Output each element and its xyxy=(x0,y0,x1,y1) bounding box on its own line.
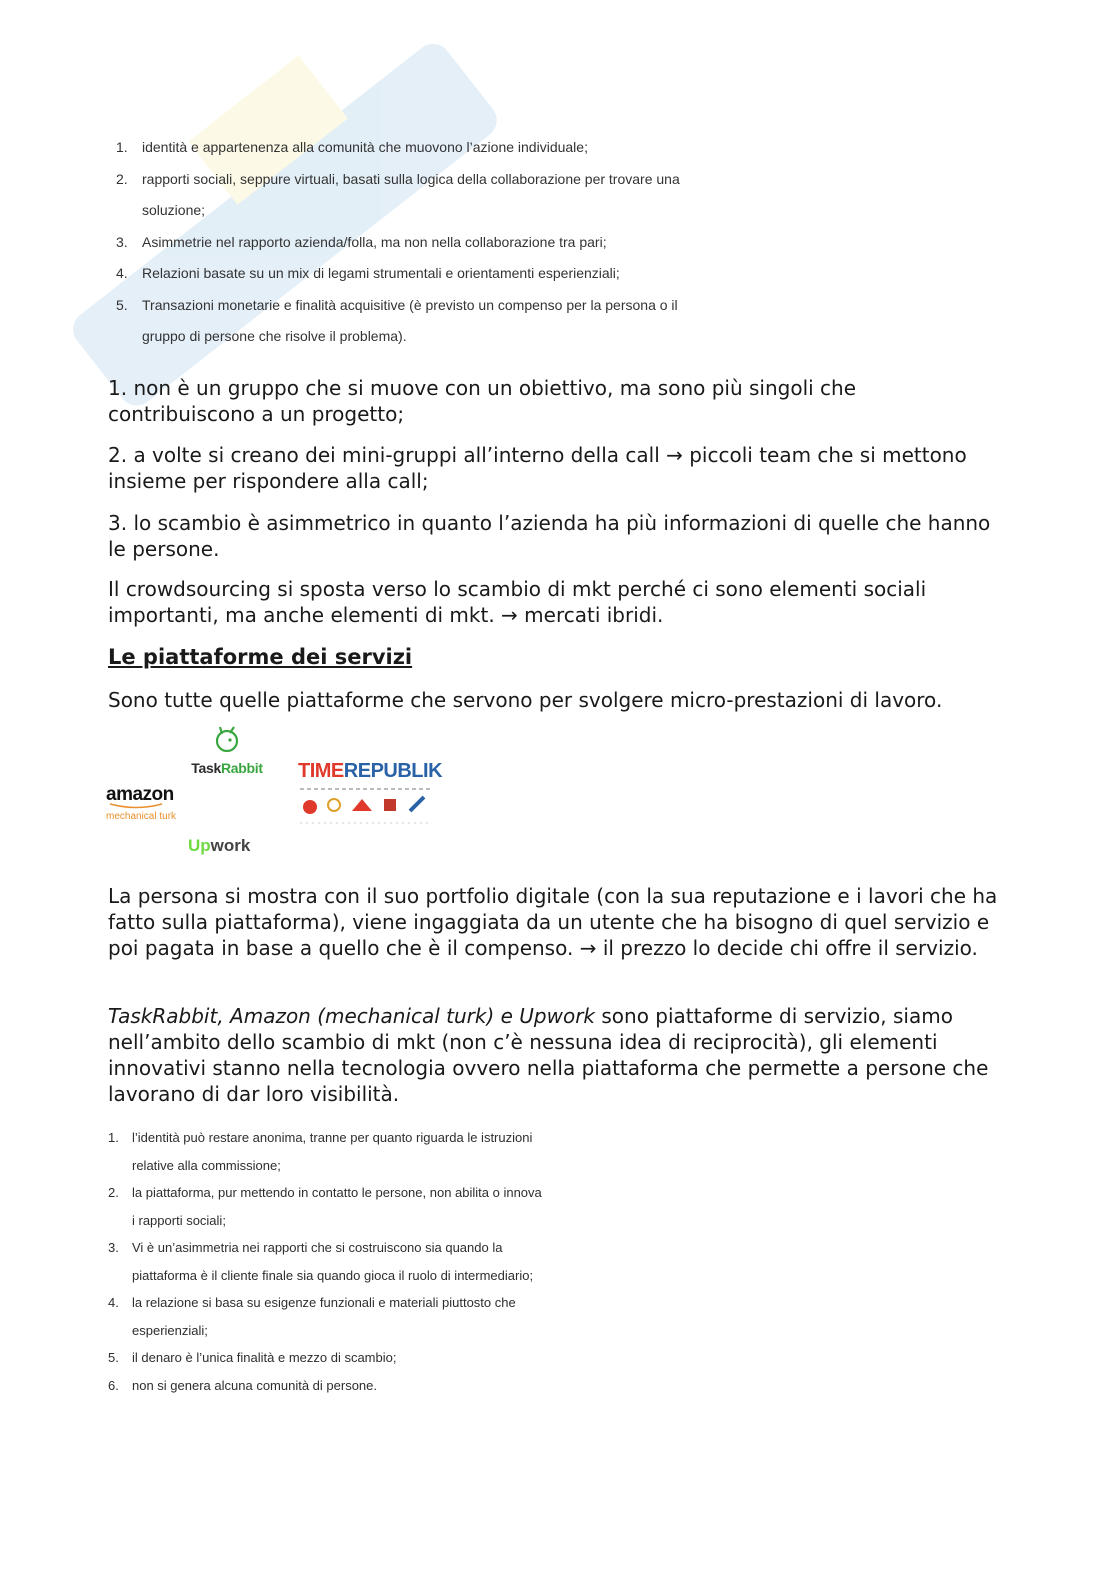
section-heading: Le piattaforme dei servizi xyxy=(108,645,413,669)
paragraph-point-1: 1. non è un gruppo che si muove con un obiettivo, ma sono più singoli che contribuiscono a un progetto; xyxy=(108,376,857,426)
list-item: 1. l’identità può restare anonima, tranne per quanto riguarda le istruzioni relative alla commissione; xyxy=(108,1130,533,1173)
platform-logos xyxy=(106,726,446,862)
paragraph-crowdsourcing: Il crowdsourcing si sposta verso lo scambio di mkt perché ci sono elementi sociali importanti, ma anche elementi di mkt. → mercati ibridi. xyxy=(108,577,927,627)
paragraph-definition: Sono tutte quelle piattaforme che servono per svolgere micro-prestazioni di lavoro. xyxy=(108,688,943,712)
list-item: 3. Vi è un’asimmetria nei rapporti che si costruiscono sia quando la piattaforma è il cliente finale sia quando gioca il ruolo di intermediario; xyxy=(108,1240,534,1283)
list-item: 1. identità e appartenenza alla comunità che muovono l’azione individuale; xyxy=(116,139,588,155)
platforms-italic: TaskRabbit, Amazon (mechanical turk) e Upwork xyxy=(108,1004,596,1028)
list-item: 5. Transazioni monetarie e finalità acquisitive (è previsto un compenso per la persona o il gruppo di persone che risolve il problema). xyxy=(116,296,678,344)
list-item: 6. non si genera alcuna comunità di persone. xyxy=(108,1377,377,1393)
list-item: 4. Relazioni basate su un mix di legami strumentali e orientamenti esperienziali; xyxy=(116,265,620,281)
paragraph-platforms xyxy=(108,1003,1008,1107)
list-item: 2. rapporti sociali, seppure virtuali, basati sulla logica della collaborazione per trovare una soluzione; xyxy=(116,170,680,218)
amazon-mturk-logo: amazon mechanical turk xyxy=(106,784,177,822)
timerepublik-logo: TIMEREPUBLIK xyxy=(298,760,438,831)
rabbit-icon xyxy=(210,726,244,754)
list-item: 5. il denaro è l’unica finalità e mezzo di scambio; xyxy=(108,1350,397,1365)
list-item: 2. la piattaforma, pur mettendo in contatto le persone, non abilita o innova i rapporti sociali; xyxy=(108,1185,542,1228)
paragraph-point-2: 2. a volte si creano dei mini-gruppi all’interno della call → piccoli team che si mettono insieme per rispondere alla call; xyxy=(108,443,967,493)
scanned-list-bottom xyxy=(108,1124,548,1399)
taskrabbit-logo: TaskRabbit xyxy=(182,726,272,776)
scanned-list-top xyxy=(116,132,716,353)
upwork-logo: Upwork xyxy=(188,836,251,855)
paragraph-point-3: 3. lo scambio è asimmetrico in quanto l’azienda ha più informazioni di quelle che hanno le persone. xyxy=(108,511,991,561)
list-item: 4. la relazione si basa su esigenze funzionali e materiali piuttosto che esperienziali; xyxy=(108,1295,516,1338)
platforms-rest: sono piattaforme di servizio, siamo nell’ambito dello scambio di mkt (non c’è nessuna idea di reciprocità), gli elementi innovativi stanno nella tecnologia ovvero nella piattaforma che permette a persone che lavorano di dar loro visibilità. xyxy=(108,1004,989,1106)
paragraph-portfolio: La persona si mostra con il suo portfolio digitale (con la sua reputazione e i lavori che ha fatto sulla piattaforma), viene ingaggiata da un utente che ha bisogno di quel servizio e poi pagata in base a quello che è il compenso. → il prezzo lo decide chi offre il servizio. xyxy=(108,884,998,960)
timerepublik-graphic xyxy=(298,783,438,827)
list-item: 3. Asimmetrie nel rapporto azienda/folla, ma non nella collaborazione tra pari; xyxy=(116,233,607,250)
